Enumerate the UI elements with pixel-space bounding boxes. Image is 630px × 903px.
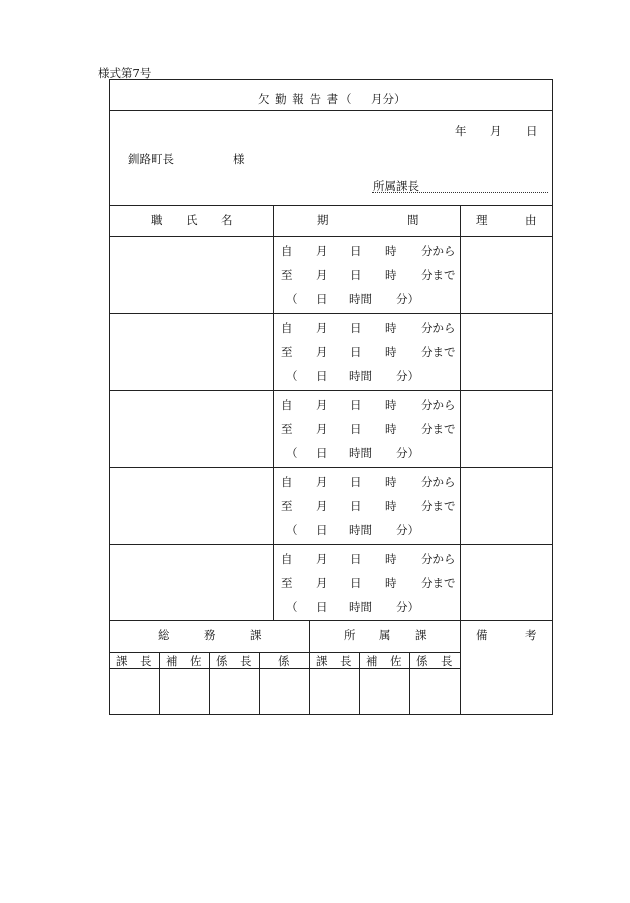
period-from-text: 日	[350, 244, 362, 258]
addressee-honorific: 様	[233, 152, 245, 166]
period-duration-text: （	[286, 446, 298, 460]
stamp-label: 長	[140, 654, 152, 668]
entry-row-divider	[109, 313, 553, 314]
period-from-text: 自	[281, 475, 293, 489]
shozoku-3: 課	[415, 628, 427, 642]
shozoku-2: 属	[379, 628, 391, 642]
period-to-text: 分まで	[421, 576, 456, 590]
stamp-label: 補	[166, 654, 178, 668]
period-duration-text: 分）	[396, 523, 419, 537]
soumu-3: 課	[250, 628, 262, 642]
period-duration-text: 分）	[396, 446, 419, 460]
period-from-text: 分から	[421, 398, 456, 412]
stamp-label: 補	[366, 654, 378, 668]
period-to-text: 日	[350, 345, 362, 359]
period-to-text: 月	[316, 268, 328, 282]
column-divider	[460, 205, 461, 620]
period-from-text: 日	[350, 475, 362, 489]
period-duration-text: （	[286, 600, 298, 614]
divider	[109, 652, 460, 653]
soumu-2: 務	[204, 628, 216, 642]
bikou-2: 考	[525, 628, 537, 642]
period-to-text: 時	[385, 345, 397, 359]
divider	[109, 110, 553, 111]
period-duration-text: 日	[316, 600, 328, 614]
divider	[109, 620, 553, 621]
period-from-text: 分から	[421, 552, 456, 566]
stamp-label: 長	[240, 654, 252, 668]
period-duration-text: 日	[316, 523, 328, 537]
period-to-text: 日	[350, 576, 362, 590]
stamp-label: 係	[278, 654, 290, 668]
soumu-1: 総	[158, 628, 170, 642]
stamp-label: 課	[316, 654, 328, 668]
period-duration-text: 時間	[349, 523, 372, 537]
period-duration-text: 時間	[349, 446, 372, 460]
period-from-text: 時	[385, 475, 397, 489]
header-period-2: 間	[407, 213, 419, 227]
bikou-1: 備	[476, 628, 488, 642]
period-to-text: 月	[316, 422, 328, 436]
stamp-box[interactable]	[310, 669, 358, 714]
period-from-text: 時	[385, 321, 397, 335]
period-to-text: 月	[316, 499, 328, 513]
header-reason-2: 由	[525, 213, 537, 227]
entry-row-divider	[109, 390, 553, 391]
period-from-text: 月	[316, 398, 328, 412]
stamp-box[interactable]	[110, 669, 158, 714]
period-from-text: 分から	[421, 321, 456, 335]
period-duration-text: 時間	[349, 600, 372, 614]
stamp-box[interactable]	[210, 669, 258, 714]
period-duration-text: （	[286, 369, 298, 383]
period-from-text: 日	[350, 321, 362, 335]
period-duration-text: 時間	[349, 292, 372, 306]
divider	[109, 236, 553, 237]
period-to-text: 至	[281, 345, 293, 359]
period-duration-text: 分）	[396, 292, 419, 306]
period-from-text: 時	[385, 552, 397, 566]
period-from-text: 自	[281, 244, 293, 258]
period-from-text: 月	[316, 475, 328, 489]
form-number: 様式第7号	[98, 66, 152, 80]
period-from-text: 月	[316, 321, 328, 335]
header-name-1: 職	[151, 213, 163, 227]
stamp-label: 佐	[190, 654, 202, 668]
column-divider	[460, 620, 461, 715]
signature-line	[372, 192, 548, 193]
stamp-box[interactable]	[410, 669, 459, 714]
entry-row-divider	[109, 544, 553, 545]
stamp-label: 長	[340, 654, 352, 668]
column-divider	[273, 205, 274, 620]
period-to-text: 時	[385, 499, 397, 513]
period-to-text: 至	[281, 268, 293, 282]
title-open-paren: （	[340, 92, 352, 106]
date-year: 年	[455, 124, 467, 138]
stamp-label: 佐	[390, 654, 402, 668]
period-from-text: 時	[385, 398, 397, 412]
period-to-text: 日	[350, 422, 362, 436]
period-to-text: 時	[385, 576, 397, 590]
period-from-text: 日	[350, 552, 362, 566]
stamp-box[interactable]	[260, 669, 308, 714]
period-duration-text: （	[286, 523, 298, 537]
period-to-text: 月	[316, 345, 328, 359]
period-from-text: 分から	[421, 475, 456, 489]
period-from-text: 分から	[421, 244, 456, 258]
period-to-text: 時	[385, 422, 397, 436]
stamp-box[interactable]	[160, 669, 208, 714]
period-from-text: 時	[385, 244, 397, 258]
period-from-text: 自	[281, 398, 293, 412]
entry-row-divider	[109, 467, 553, 468]
period-from-text: 月	[316, 244, 328, 258]
period-to-text: 時	[385, 268, 397, 282]
period-duration-text: 分）	[396, 369, 419, 383]
period-to-text: 月	[316, 576, 328, 590]
date-day: 日	[526, 124, 538, 138]
period-to-text: 至	[281, 499, 293, 513]
stamp-label: 長	[441, 654, 453, 668]
shozoku-1: 所	[344, 628, 356, 642]
period-from-text: 自	[281, 552, 293, 566]
period-to-text: 至	[281, 576, 293, 590]
period-from-text: 自	[281, 321, 293, 335]
header-name-3: 名	[221, 213, 233, 227]
period-duration-text: （	[286, 292, 298, 306]
period-to-text: 至	[281, 422, 293, 436]
stamp-label: 係	[416, 654, 428, 668]
period-to-text: 分まで	[421, 268, 456, 282]
stamp-label: 課	[116, 654, 128, 668]
stamp-box[interactable]	[360, 669, 408, 714]
period-duration-text: 日	[316, 446, 328, 460]
addressee-name: 釧路町長	[128, 152, 174, 166]
form-title: 欠 勤 報 告 書	[258, 92, 340, 106]
period-from-text: 月	[316, 552, 328, 566]
period-to-text: 分まで	[421, 345, 456, 359]
period-to-text: 日	[350, 268, 362, 282]
reporter-label: 所属課長	[373, 179, 419, 193]
period-to-text: 分まで	[421, 422, 456, 436]
header-period-1: 期	[317, 213, 329, 227]
title-month-suffix: 月分）	[371, 92, 406, 106]
period-duration-text: 時間	[349, 369, 372, 383]
divider	[109, 205, 553, 206]
period-to-text: 日	[350, 499, 362, 513]
period-to-text: 分まで	[421, 499, 456, 513]
period-from-text: 日	[350, 398, 362, 412]
header-name-2: 氏	[186, 213, 198, 227]
header-reason-1: 理	[476, 213, 488, 227]
period-duration-text: 日	[316, 369, 328, 383]
period-duration-text: 分）	[396, 600, 419, 614]
stamp-label: 係	[216, 654, 228, 668]
period-duration-text: 日	[316, 292, 328, 306]
date-month: 月	[490, 124, 502, 138]
